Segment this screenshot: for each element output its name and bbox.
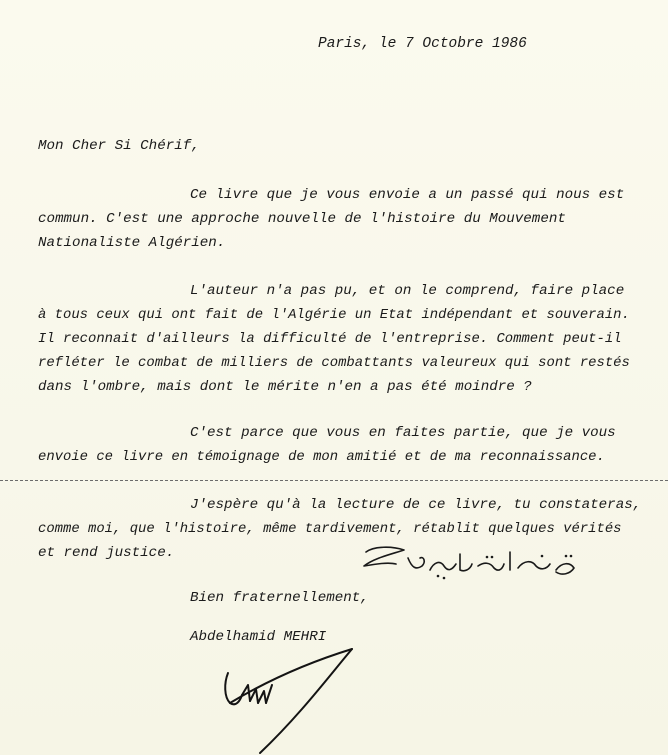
paragraph-2-line-3: Il reconnait d'ailleurs la difficulté de l'entreprise. Comment peut-il [38,331,622,347]
signatory-name: Abdelhamid MEHRI [190,629,327,645]
handwritten-signature-icon [220,645,370,755]
place-date: Paris, le 7 Octobre 1986 [318,36,527,52]
salutation: Mon Cher Si Chérif, [38,138,200,154]
paragraph-1-line-1: Ce livre que je vous envoie a un passé qui nous est [190,187,625,203]
closing: Bien fraternellement, [190,590,369,606]
paper-fold-line [0,480,668,481]
paragraph-3-line-2: envoie ce livre en témoignage de mon amitié et de ma reconnaissance. [38,449,605,465]
paragraph-1-line-2: commun. C'est une approche nouvelle de l'histoire du Mouvement [38,211,566,227]
paragraph-4-line-3: et rend justice. [38,545,175,561]
paragraph-2-line-4: refléter le combat de milliers de combattants valeureux qui sont restés [38,355,630,371]
paragraph-2-line-2: à tous ceux qui ont fait de l'Algérie un Etat indépendant et souverain. [38,307,630,323]
paragraph-2-line-5: dans l'ombre, mais dont le mérite n'en a pas été moindre ? [38,379,532,395]
paragraph-4-line-1: J'espère qu'à la lecture de ce livre, tu constateras, [190,497,642,513]
paragraph-3-line-1: C'est parce que vous en faites partie, que je vous [190,425,616,441]
paragraph-2-line-1: L'auteur n'a pas pu, et on le comprend, faire place [190,283,625,299]
paragraph-1-line-3: Nationaliste Algérien. [38,235,226,251]
handwritten-arabic-note [352,540,582,590]
paragraph-4-line-2: comme moi, que l'histoire, même tardivement, rétablit quelques vérités [38,521,622,537]
